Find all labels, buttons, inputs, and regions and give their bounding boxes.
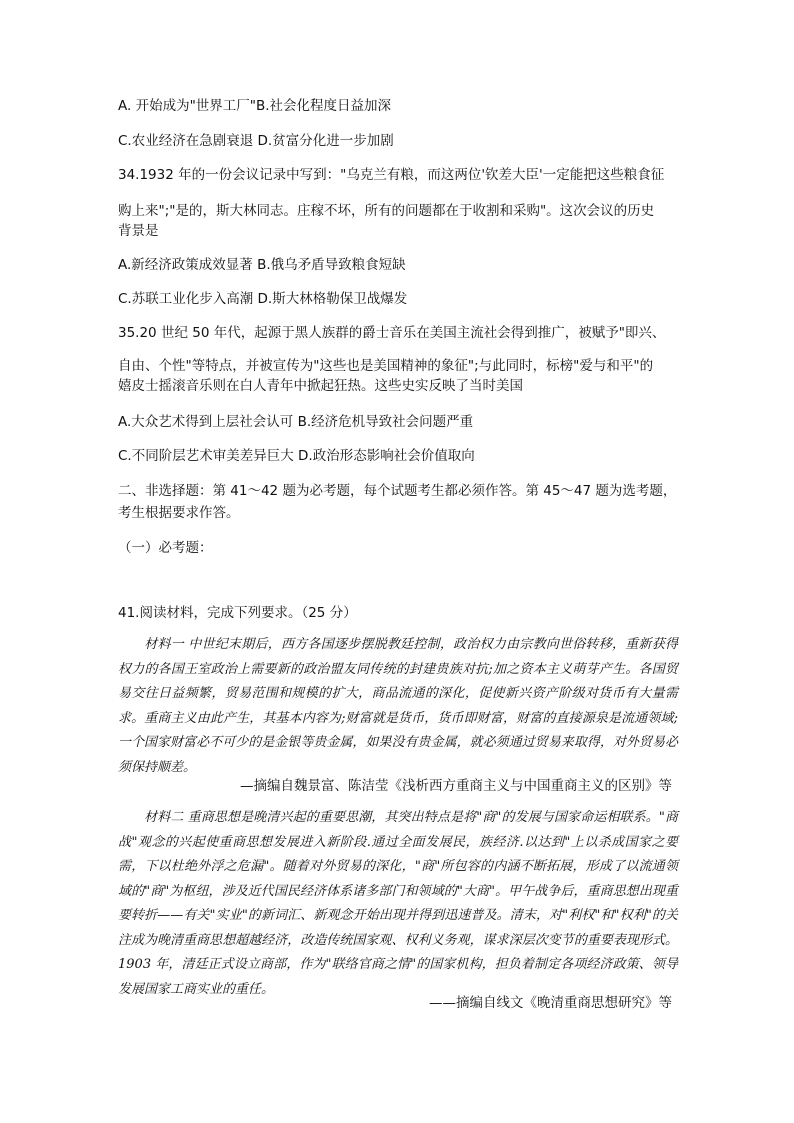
q41-material-1-text: 材料一 中世纪末期后，西方各国逐步摆脱教廷控制，政治权力由宗教向世俗转移，重新获得权力的各国王室政治上需要新的政治盟友同传统的封建贵族对抗;加之资本主义萌芽产生。各国贸易交往日益频繁，贸易范围和规模的扩大，商品流通的深化，促使新兴资产阶级对货币有大量需求。重商主义由此产生，其基本内容为;财富就是货币，货币即财富，财富的直接源泉是流通领域;一个国家财富必不可少的是金银等贵金属，如果没有贵金属，就必须通过贸易来取得，对外贸易必须保持顺差。 [118, 637, 678, 775]
q35-stem-line-3: 嬉皮士摇滚音乐则在白人青年中掀起狂热。这些史实反映了当时美国 [118, 378, 523, 394]
q41-material-2 [118, 806, 678, 1002]
q41-material-1 [118, 633, 678, 780]
q41-source-1: —摘编自魏景富、陈洁莹《浅析西方重商主义与中国重商主义的区别》等 [240, 778, 672, 794]
q34-stem-line-1: 34.1932 年的一份会议记录中写到："乌克兰有粮，而这两位'钦差大臣'一定能把这些粮食征 [118, 167, 665, 183]
q34-stem-line-3: 背景是 [118, 223, 159, 239]
q33-options-cd: C.农业经济在急剧衰退 D.贫富分化进一步加剧 [118, 133, 394, 149]
section2-heading-line-2: 考生根据要求作答。 [118, 505, 240, 521]
q41-material-2-text: 材料二 重商思想是晚清兴起的重要思潮，其突出特点是将"商"的发展与国家命运相联系。"商战"观念的兴起使重商思想发展进入新阶段.通过全面发展民，族经济.以达到"上以杀成国家之要需，下以杜绝外浮之危漏"。随着对外贸易的深化，"商"所包容的内涵不断拓展，形成了以流通领域的"商"为枢纽，涉及近代国民经济体系诸多部门和领域的"大商"。甲午战争后，重商思想出现重要转折——有关"实业"的新词汇、新观念开始出现并得到迅速普及。清末，对"利权"和"权利"的关注成为晚清重商思想超越经济，改造传统国家观、权利义务观，谋求深层次变节的重要表现形式。1903 年，清廷正式设立商部，作为"联络官商之情"的国家机构，担负着制定各项经济政策、领导发展国家工商实业的重任。 [118, 810, 678, 997]
q34-options-cd: C.苏联工业化步入高潮 D.斯大林格勒保卫战爆发 [118, 291, 408, 307]
q33-options-ab: A. 开始成为"世界工厂"B.社会化程度日益加深 [118, 98, 392, 114]
q35-options-ab: A.大众艺术得到上层社会认可 B.经济危机导致社会问题严重 [118, 414, 474, 430]
q34-options-ab: A.新经济政策成效显著 B.俄乌矛盾导致粮食短缺 [118, 257, 406, 273]
q35-options-cd: C.不同阶层艺术审美差异巨大 D.政治形态影响社会价值取向 [118, 448, 475, 464]
q34-stem-line-2: 购上来";"是的，斯大林同志。庄稼不坏，所有的问题都在于收割和采购"。这次会议的历史 [118, 203, 655, 219]
section2-subheading: （一）必考题： [118, 540, 213, 556]
q41-source-2: ——摘编自线文《晚清重商思想研究》等 [429, 995, 672, 1011]
q35-stem-line-2: 自由、个性"等特点，并被宣传为"这些也是美国精神的象征";与此同时，标榜"爱与和平"的 [118, 358, 654, 374]
q41-title: 41.阅读材料，完成下列要求。（25 分） [118, 605, 357, 621]
section2-heading-line-1: 二、非选择题：第 41～42 题为必考题，每个试题考生都必须作答。第 45～47 题为选考题， [118, 483, 677, 499]
q35-stem-line-1: 35.20 世纪 50 年代，起源于黑人族群的爵士音乐在美国主流社会得到推广，被赋予"即兴、 [118, 325, 666, 341]
